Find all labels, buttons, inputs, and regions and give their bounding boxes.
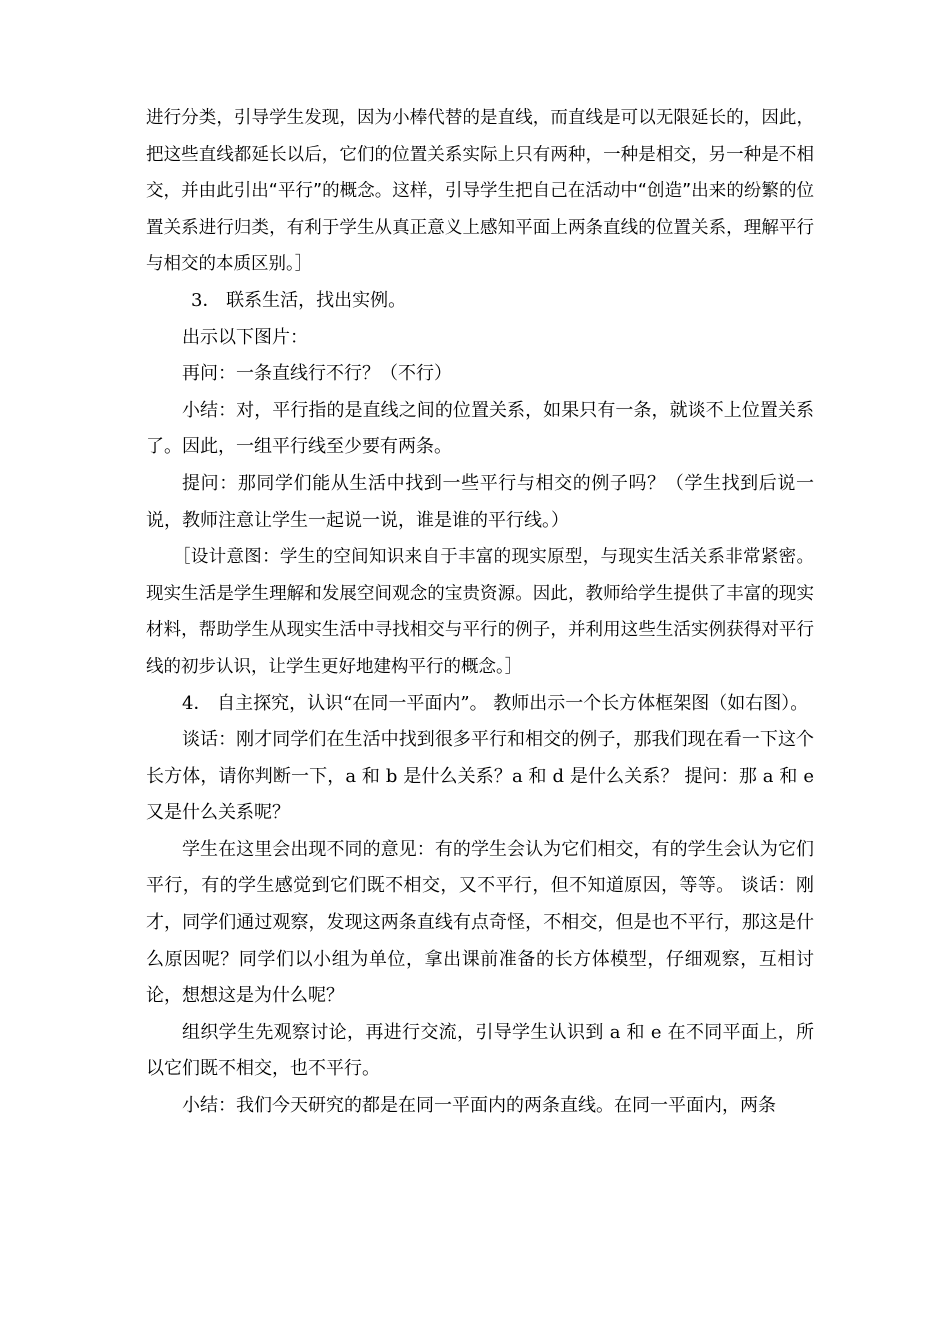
- step-4-heading: 4． 自主探究，认识“在同一平面内”。 教师出示一个长方体框架图（如右图）。: [182, 692, 809, 714]
- summary-same-plane-paragraph: 小结：我们今天研究的都是在同一平面内的两条直线。在同一平面内，两条: [182, 1095, 776, 1117]
- design-intent-continuation: 进行分类，引导学生发现，因为小棒代替的是直线，而直线是可以无限延长的，因此，把这些直线都延长以后，它们的位置关系实际上只有两种，一种是相交，另一种是不相交，并由此引出“平行”的概念。这样，引导学生把自己在活动中“创造”出来的纷繁的位置关系进行归类，有利于学生从真正意义上感知平面上两条直线的位置关系，理解平行与相交的本质区别。］: [146, 108, 814, 275]
- question-life-examples-paragraph: 提问：那同学们能从生活中找到一些平行与相交的例子吗？（学生找到后说一说，教师注意让学生一起说一说，谁是谁的平行线。）: [146, 472, 814, 531]
- step-3-heading: 3． 联系生活，找出实例。: [191, 289, 407, 311]
- summary-parallel-paragraph: 小结：对，平行指的是直线之间的位置关系，如果只有一条，就谈不上位置关系了。因此，一组平行线至少要有两条。: [146, 399, 814, 458]
- cuboid-discussion-paragraph: 谈话：刚才同学们在生活中找到很多平行和相交的例子，那我们现在看一下这个长方体，请你判断一下，a 和 b 是什么关系？a 和 d 是什么关系？ 提问：那 a 和 e 又是什么关系呢？: [146, 729, 814, 824]
- design-intent-paragraph: ［设计意图：学生的空间知识来自于丰富的现实原型，与现实生活关系非常紧密。现实生活是学生理解和发展空间观念的宝贵资源。因此，教师给学生提供了丰富的现实材料，帮助学生从现实生活中寻找相交与平行的例子，并利用这些生活实例获得对平行线的初步认识，让学生更好地建构平行的概念。］: [146, 547, 814, 677]
- student-opinions-paragraph: 学生在这里会出现不同的意见：有的学生会认为它们相交，有的学生会认为它们平行，有的学生感觉到它们既不相交，又不平行，但不知道原因，等等。 谈话：刚才，同学们通过观察，发现这两条直线有点奇怪，不相交，但是也不平行，那这是什么原因呢？同学们以小组为单位，拿出课前准备的长方体模型，仔细观察，互相讨论，想想这是为什么呢？: [146, 838, 814, 1007]
- show-pictures-paragraph: 出示以下图片：: [182, 326, 308, 348]
- document-body: [146, 100, 814, 1125]
- question-one-line-paragraph: 再问：一条直线行不行？（不行）: [182, 363, 452, 385]
- organize-discussion-paragraph: 组织学生先观察讨论，再进行交流，引导学生认识到 a 和 e 在不同平面上，所以它们既不相交，也不平行。: [146, 1021, 814, 1080]
